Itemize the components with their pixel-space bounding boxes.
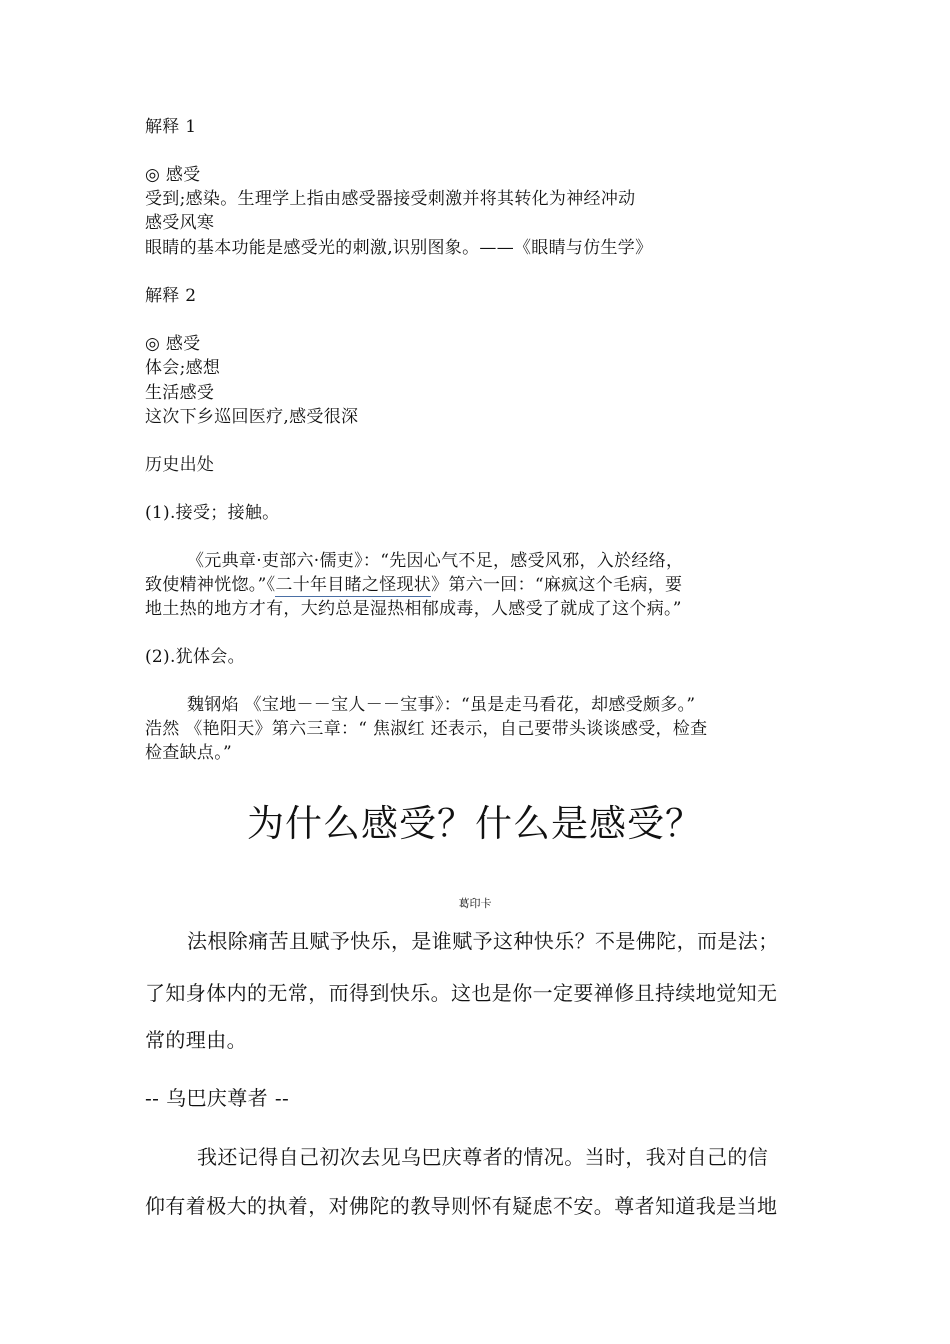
def2-entry: ◎ 感受 (145, 334, 201, 354)
history-item2-line1: 魏钢焰 《宝地－－宝人－－宝事》：“虽是走马看花，却感受颇多。” (187, 695, 696, 715)
history-item2-label: (2).犹体会。 (145, 647, 245, 667)
def2-example1: 生活感受 (145, 383, 215, 403)
def1-example2: 眼睛的基本功能是感受光的刺激,识别图象。——《眼睛与仿生学》 (145, 238, 653, 258)
def1-meaning: 受到;感染。生理学上指由感受器接受刺激并将其转化为神经冲动 (145, 189, 636, 209)
quote-line3: 常的理由。 (145, 1028, 247, 1052)
quote-line2: 了知身体内的无常，而得到快乐。这也是你一定要禅修且持续地觉知无 (145, 981, 778, 1005)
history-item1-line2 (145, 574, 682, 596)
history-item1-line1: 《元典章·吏部六·儒吏》：“先因心气不足，感受风邪，入於经络， (187, 551, 684, 571)
quote-attribution: -- 乌巴庆尊者 -- (145, 1086, 290, 1110)
quote-line1: 法根除痛苦且赋予快乐，是谁赋予这种快乐？不是佛陀，而是法； (187, 929, 779, 953)
history-item1-line3: 地土热的地方才有，大约总是湿热相郁成毒，人感受了就成了这个病。” (145, 599, 682, 619)
def1-example1: 感受风寒 (145, 213, 215, 233)
history-item2-line3: 检查缺点。” (145, 743, 232, 763)
history-item1-line2-post: 》第六一回：“麻疯这个毛病，要 (431, 575, 683, 595)
history-item2-line2: 浩然 《艳阳天》第六三章：“ 焦淑红 还表示，自己要带头谈谈感受，检查 (145, 719, 708, 739)
paragraph-line1: 我还记得自己初次去见乌巴庆尊者的情况。当时，我对自己的信 (197, 1145, 769, 1169)
def2-example2: 这次下乡巡回医疗,感受很深 (145, 407, 359, 427)
def1-entry: ◎ 感受 (145, 165, 201, 185)
def1-heading: 解释 1 (145, 117, 197, 137)
book-title-link[interactable]: 二十年目睹之怪现状 (275, 575, 432, 595)
def2-heading: 解释 2 (145, 286, 197, 306)
history-item1-line2-pre: 致使精神恍惚。”《 (145, 575, 276, 595)
paragraph-line2: 仰有着极大的执着，对佛陀的教导则怀有疑虑不安。尊者知道我是当地 (145, 1194, 778, 1218)
history-item1-label: (1).接受；接触。 (145, 503, 280, 523)
def2-meaning: 体会;感想 (145, 358, 221, 378)
history-heading: 历史出处 (145, 455, 215, 475)
article-author: 葛印卡 (458, 897, 492, 910)
article-title: 为什么感受？什么是感受？ (247, 802, 703, 845)
